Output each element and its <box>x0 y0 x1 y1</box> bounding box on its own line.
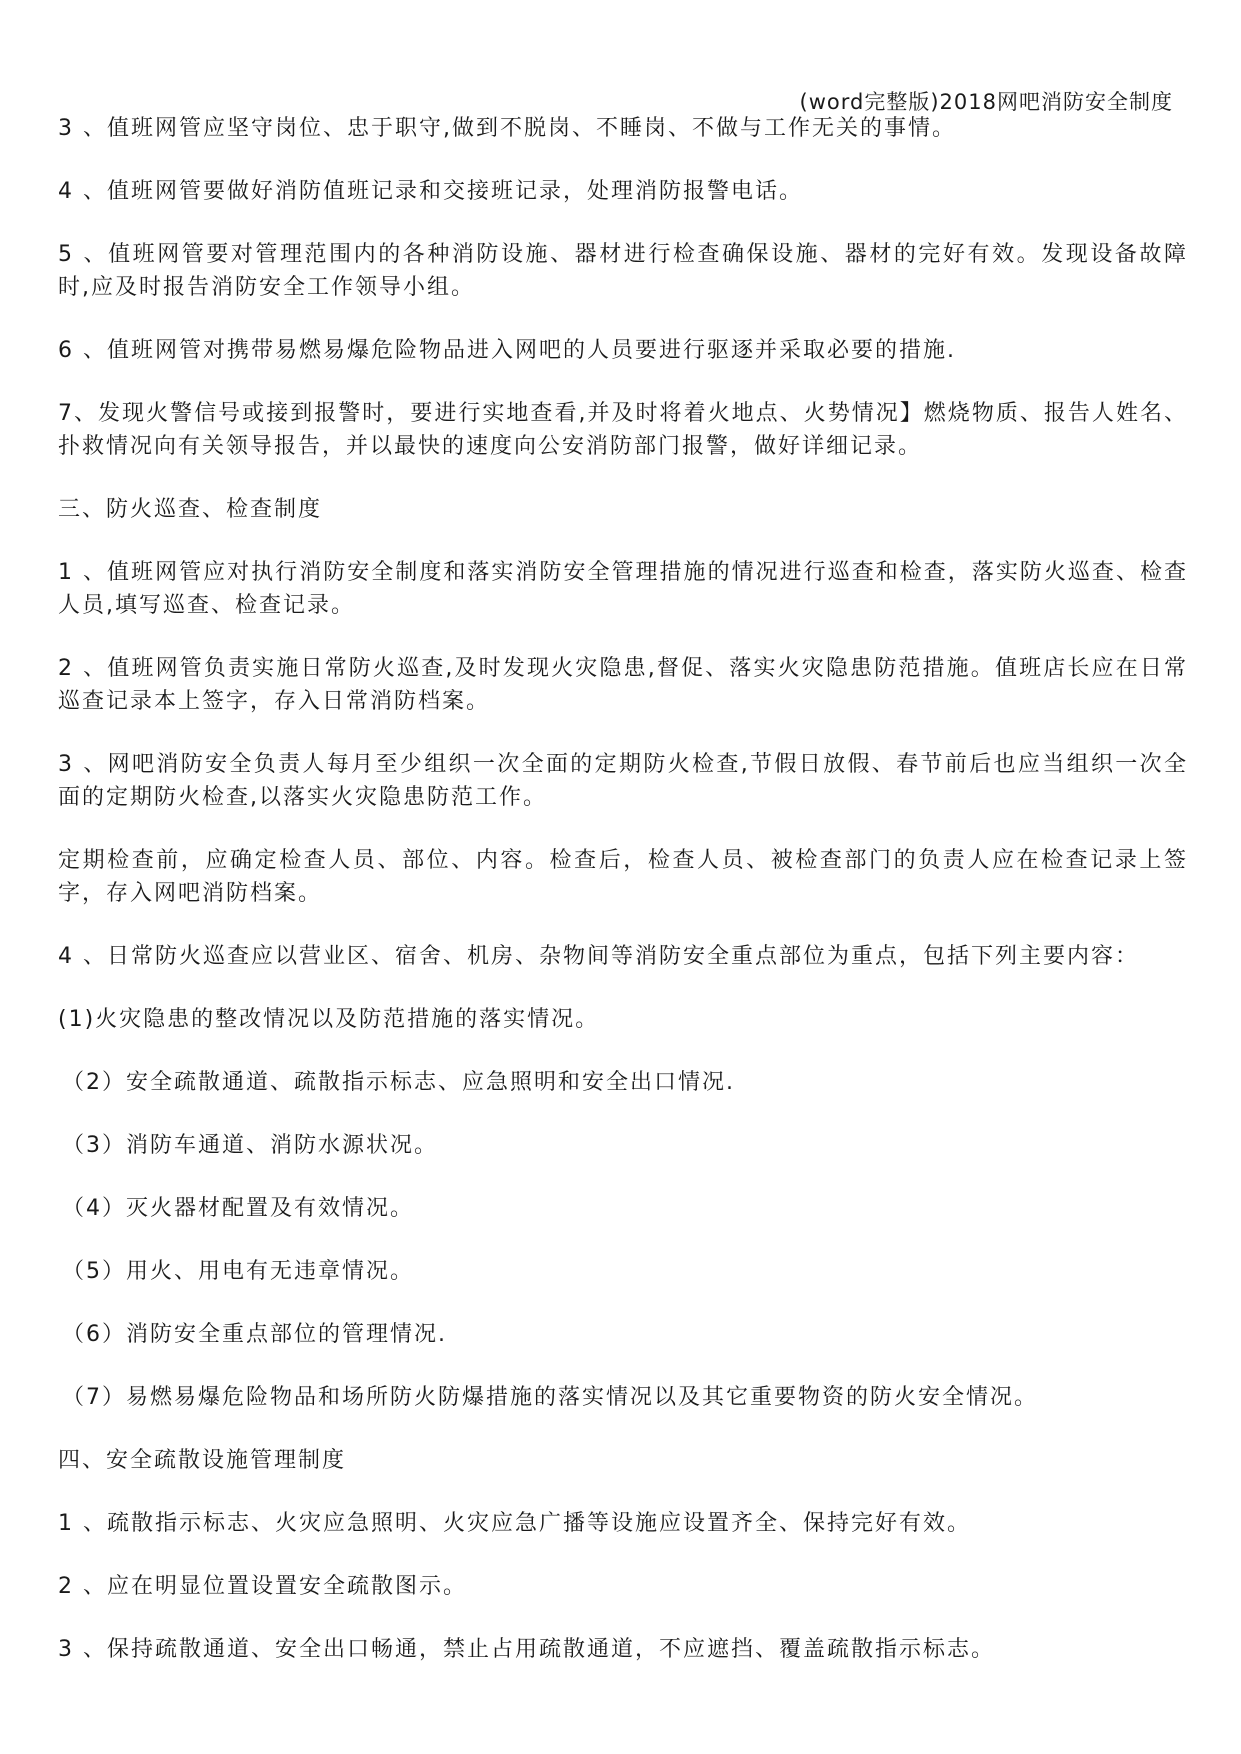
list-item-1: (1)火灾隐患的整改情况以及防范措施的落实情况。 <box>58 1007 600 1032</box>
list-item-4: （4）灭火器材配置及有效情况。 <box>62 1196 414 1221</box>
paragraph-inspection-4: 4 、日常防火巡查应以营业区、宿舍、机房、杂物间等消防安全重点部位为重点，包括下列主要内容： <box>58 944 1139 969</box>
paragraph-evacuation-2: 2 、应在明显位置设置安全疏散图示。 <box>58 1574 467 1599</box>
paragraph-item-6: 6 、值班网管对携带易燃易爆危险物品进入网吧的人员要进行驱逐并采取必要的措施. <box>58 338 956 363</box>
paragraph-item-7: 7、发现火警信号或接到报警时，要进行实地查看,并及时将着火地点、火势情况】燃烧物质、报告人姓名、扑救情况向有关领导报告，并以最快的速度向公安消防部门报警，做好详细记录。 <box>58 401 1188 459</box>
section-heading-inspection: 三、防火巡查、检查制度 <box>58 497 323 522</box>
paragraph-evacuation-1: 1 、疏散指示标志、火灾应急照明、火灾应急广播等设施应设置齐全、保持完好有效。 <box>58 1511 971 1536</box>
running-header-title: (word完整版)2018网吧消防安全制度 <box>799 90 1173 114</box>
paragraph-item-3: 3 、值班网管应坚守岗位、忠于职守,做到不脱岗、不睡岗、不做与工作无关的事情。 <box>58 116 956 141</box>
paragraph-evacuation-3: 3 、保持疏散通道、安全出口畅通，禁止占用疏散通道，不应遮挡、覆盖疏散指示标志。 <box>58 1637 995 1662</box>
paragraph-periodic-check: 定期检查前，应确定检查人员、部位、内容。检查后，检查人员、被检查部门的负责人应在检查记录上签字，存入网吧消防档案。 <box>58 848 1188 906</box>
paragraph-inspection-1: 1 、值班网管应对执行消防安全制度和落实消防安全管理措施的情况进行巡查和检查，落实防火巡查、检查人员,填写巡查、检查记录。 <box>58 560 1188 618</box>
list-item-7: （7）易燃易爆危险物品和场所防火防爆措施的落实情况以及其它重要物资的防火安全情况。 <box>62 1385 1039 1410</box>
document-body <box>58 112 1188 1666</box>
list-item-6: （6）消防安全重点部位的管理情况. <box>62 1322 447 1347</box>
section-heading-evacuation: 四、安全疏散设施管理制度 <box>58 1448 347 1473</box>
paragraph-item-5: 5 、值班网管要对管理范围内的各种消防设施、器材进行检查确保设施、器材的完好有效。发现设备故障时,应及时报告消防安全工作领导小组。 <box>58 242 1188 300</box>
list-item-2: （2）安全疏散通道、疏散指示标志、应急照明和安全出口情况. <box>62 1070 735 1095</box>
paragraph-inspection-2: 2 、值班网管负责实施日常防火巡查,及时发现火灾隐患,督促、落实火灾隐患防范措施。值班店长应在日常巡查记录本上签字，存入日常消防档案。 <box>58 656 1188 714</box>
paragraph-item-4: 4 、值班网管要做好消防值班记录和交接班记录，处理消防报警电话。 <box>58 179 803 204</box>
paragraph-inspection-3: 3 、网吧消防安全负责人每月至少组织一次全面的定期防火检查,节假日放假、春节前后也应当组织一次全面的定期防火检查,以落实火灾隐患防范工作。 <box>58 752 1188 810</box>
list-item-5: （5）用火、用电有无违章情况。 <box>62 1259 414 1284</box>
list-item-3: （3）消防车通道、消防水源状况。 <box>62 1133 438 1158</box>
